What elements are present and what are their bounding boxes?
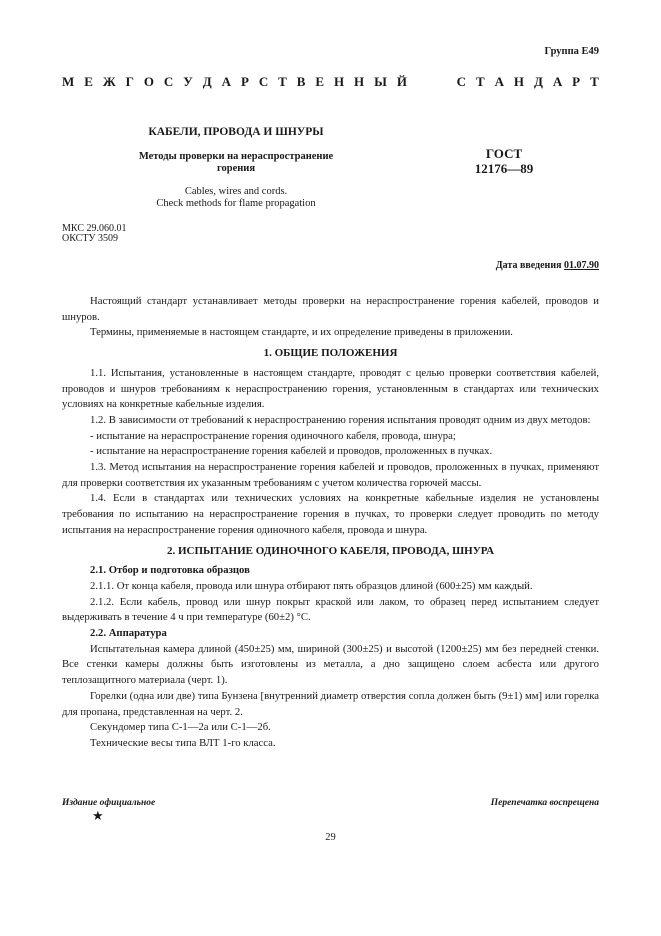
- section-heading: 1. ОБЩИЕ ПОЛОЖЕНИЯ: [263, 347, 398, 360]
- okstu-code: ОКСТУ 3509: [62, 233, 119, 244]
- mks-code: МКС 29.060.01: [62, 223, 127, 234]
- date-label: Дата введения: [495, 260, 562, 271]
- paragraph: 2.1.1. От конца кабеля, провода или шнура отбирают пять образцов длиной (600±25) мм каждый.: [90, 579, 533, 592]
- paragraph: 2.1.2. Если кабель, провод или шнур покрыт краской или лаком, то образец перед испытанием следует выдерживать в течение 4 ч при температуре (60±2) °С.: [62, 595, 599, 624]
- section-heading: 2. ИСПЫТАНИЕ ОДИНОЧНОГО КАБЕЛЯ, ПРОВОДА, ШНУРА: [166, 544, 495, 557]
- english-title: [100, 186, 372, 210]
- header-letter: Г: [125, 74, 134, 89]
- paragraph: - испытание на нераспространение горения кабелей и проводов, проложенных в пучках.: [90, 445, 493, 458]
- paragraph: 1.2. В зависимости от требований к нераспространению горения испытания проводят одним из двух методов:: [90, 413, 591, 426]
- subsection-heading: 2.1. Отбор и подготовка образцов: [90, 564, 250, 577]
- gost-designation: [460, 146, 548, 176]
- header-letter: Д: [533, 74, 543, 89]
- header-letter: С: [163, 74, 174, 89]
- header-letter: Р: [572, 74, 581, 89]
- header-letter: О: [143, 74, 154, 89]
- group-code: Группа Е49: [544, 46, 599, 57]
- paragraph: 1.3. Метод испытания на нераспространение горения кабелей и проводов, проложенных в пучках, применяют для проверки соответствия их указанным требованиям с учетом количества горючей массы.: [62, 461, 599, 489]
- star-icon: ★: [92, 808, 104, 823]
- document-title: КАБЕЛИ, ПРОВОДА И ШНУРЫ: [148, 126, 324, 138]
- paragraph: Горелки (одна или две) типа Бунзена [внутренний диаметр отверстия сопла должен быть (9±1) мм] или горелка для пропана, представленная на черт. 2.: [62, 689, 599, 718]
- header-letter: Й: [396, 74, 407, 89]
- header-letter: Р: [240, 74, 249, 89]
- gost-label: ГОСТ: [485, 146, 523, 161]
- header-letter: Н: [354, 74, 365, 89]
- body-text: [62, 294, 599, 752]
- paragraph: Технические весы типа ВЛТ 1-го класса.: [90, 736, 276, 749]
- paragraph: Испытательная камера длиной (450±25) мм, шириной (300±25) и высотой (1200±25) мм без передней стенки. Все стенки камеры должны быть изготовлены из металла, а дно защищено слоем асбеста или другого теплозащитного материала (черт. 1).: [62, 642, 599, 687]
- introduction-date: [496, 260, 599, 271]
- header-letter: Т: [590, 74, 599, 89]
- paragraph: 1.4. Если в стандартах или технических условиях на конкретные кабельные изделия не установлены требования по испытанию на нераспространение горения в пучках, то проверки следует проводить по методу испытания на нераспространение горения одиночного кабеля, провода и шнура.: [62, 492, 599, 536]
- standard-header: [62, 74, 599, 90]
- header-letter: А: [221, 74, 231, 89]
- header-letter: В: [296, 74, 306, 89]
- english-title-line-2: Check methods for flame propagation: [156, 198, 316, 209]
- header-letter: С: [456, 74, 467, 89]
- paragraph: Секундомер типа С-1—2а или С-1—2б.: [90, 721, 271, 734]
- reprint-prohibited-note: Перепечатка воспрещена: [490, 798, 599, 808]
- date-value: 01.07.90: [564, 260, 599, 271]
- header-letter: Д: [202, 74, 212, 89]
- header-letter: У: [183, 74, 193, 89]
- header-letter: Ы: [374, 74, 387, 89]
- subsection-heading: 2.2. Аппаратура: [90, 627, 167, 640]
- header-letter: Ж: [102, 74, 116, 89]
- subtitle-line-2: горения: [216, 163, 256, 174]
- header-letter: Т: [475, 74, 485, 89]
- header-letter: Т: [278, 74, 287, 89]
- header-letter: М: [62, 74, 75, 89]
- header-letter: А: [494, 74, 504, 89]
- header-letter: Е: [84, 74, 93, 89]
- page-number: 29: [325, 832, 336, 843]
- paragraph: - испытание на нераспространение горения одиночного кабеля, провода, шнура;: [90, 429, 456, 442]
- gost-number: 12176—89: [474, 161, 534, 176]
- document-subtitle: [100, 151, 372, 175]
- header-letter: Е: [315, 74, 325, 89]
- subtitle-line-1: Методы проверки на нераспространение: [138, 151, 334, 162]
- paragraph: 1.1. Испытания, установленные в настоящем стандарте, проводят с целью проверки соответствия кабелей, проводов и шнуров требованиям к нераспространению горения, установленным в стандартах или технических условиях на конкретные кабельные изделия.: [62, 366, 599, 411]
- classification-codes: [62, 224, 126, 244]
- header-letter: А: [552, 74, 563, 89]
- official-edition-note: Издание официальное: [62, 798, 156, 808]
- header-letter: С: [258, 74, 269, 89]
- english-title-line-1: Cables, wires and cords.: [184, 186, 288, 197]
- header-letter: Н: [333, 74, 345, 89]
- paragraph: Термины, применяемые в настоящем стандарте, и их определение приведены в приложении.: [90, 326, 513, 339]
- header-letter: Н: [513, 74, 525, 89]
- paragraph: Настоящий стандарт устанавливает методы проверки на нераспространение горения кабелей, проводов и шнуров.: [62, 295, 599, 323]
